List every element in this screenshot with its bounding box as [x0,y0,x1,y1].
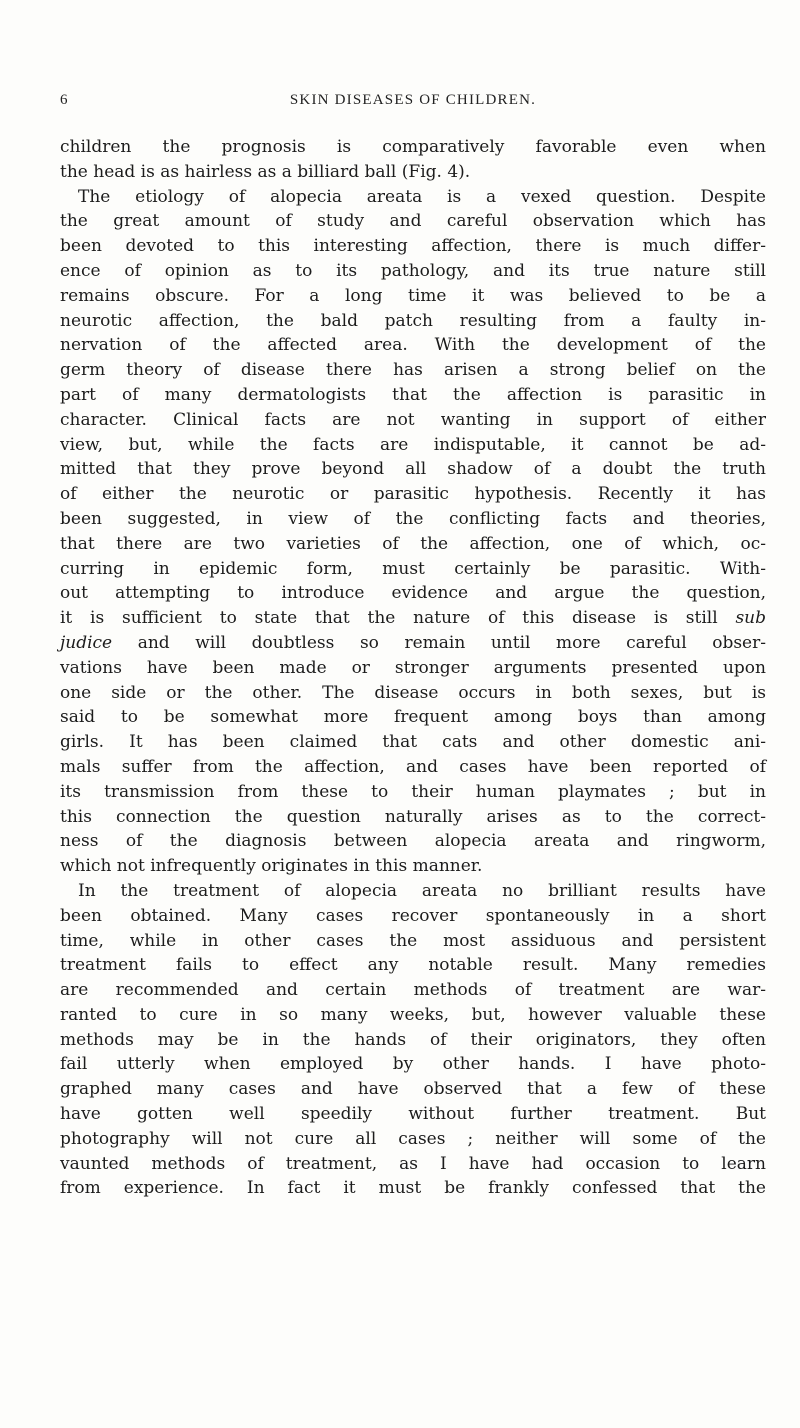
text-line: have gotten well speedily without further treatment. But [60,1104,766,1125]
text-line: its transmission from these to their human playmates ; but in [60,781,766,802]
text-line: ence of opinion as to its pathology, and its true nature still [60,260,766,281]
running-title: SKIN DISEASES OF CHILDREN. [289,92,537,108]
text-line: vations have been made or stronger arguments presented upon [60,657,766,678]
text-line: character. Clinical facts are not wanting in support of either [60,409,766,430]
text-line: been obtained. Many cases recover spontaneously in a short [60,905,766,926]
text-line: vaunted methods of treatment, as I have had occasion to learn [60,1153,766,1174]
text-line: children the prognosis is comparatively favorable even when [60,137,766,157]
text-line: remains obscure. For a long time it was believed to be a [60,285,766,306]
text-line: it is sufficient to state that the nature of this disease is still sub [60,608,767,629]
text-line: time, while in other cases the most assiduous and persistent [60,930,766,951]
text-line: view, but, while the facts are indisputable, it cannot be ad- [60,434,766,455]
text-line: the great amount of study and careful observation which has [60,211,766,232]
text-line: one side or the other. The disease occurs in both sexes, but is [60,682,766,703]
running-head [60,92,766,116]
text-line: been suggested, in view of the conflicting facts and theories, [60,508,766,529]
text-line: ness of the diagnosis between alopecia areata and ringworm, [60,831,766,852]
page-number: 6 [60,92,69,108]
text-line: germ theory of disease there has arisen a strong belief on the [60,360,766,381]
text-line: girls. It has been claimed that cats and other domestic ani- [60,732,766,753]
text-line: neurotic affection, the bald patch resulting from a faulty in- [60,310,766,331]
text-line: out attempting to introduce evidence and argue the question, [60,583,766,604]
text-line: The etiology of alopecia areata is a vexed question. Despite [78,186,766,207]
text-line: mals suffer from the affection, and cases have been reported of [60,756,766,777]
text-line: part of many dermatologists that the affection is parasitic in [60,384,766,405]
text-line: judice and will doubtless so remain until more careful obser- [60,632,766,653]
text-line: graphed many cases and have observed that a few of these [60,1079,766,1100]
italic-term: sub [735,608,767,629]
italic-term: judice [60,632,113,653]
text-line: are recommended and certain methods of treatment are war- [60,980,766,1001]
text-line: ranted to cure in so many weeks, but, however valuable these [60,1004,766,1025]
text-line: treatment fails to effect any notable result. Many remedies [60,955,766,976]
text-line: nervation of the affected area. With the development of the [60,335,766,356]
body-text [60,135,766,1201]
text-line: this connection the question naturally arises as to the correct- [60,806,766,827]
text-line: mitted that they prove beyond all shadow of a doubt the truth [60,459,766,480]
text-line: said to be somewhat more frequent among boys than among [60,707,766,728]
text-line: fail utterly when employed by other hands. I have photo- [60,1054,766,1075]
text-line: curring in epidemic form, must certainly be parasitic. With- [60,558,766,579]
text-line: that there are two varieties of the affection, one of which, oc- [60,533,766,554]
text-line: been devoted to this interesting affection, there is much differ- [60,236,766,257]
text-line: methods may be in the hands of their originators, they often [60,1029,766,1050]
text-line: photography will not cure all cases ; neither will some of the [60,1128,766,1149]
text-line: from experience. In fact it must be frankly confessed that the [60,1178,766,1199]
text-line: the head is as hairless as a billiard ball (Fig. 4). [60,161,471,182]
text-line: which not infrequently originates in this manner. [60,856,483,877]
text-line: In the treatment of alopecia areata no brilliant results have [78,880,766,901]
text-line: of either the neurotic or parasitic hypothesis. Recently it has [60,484,766,505]
